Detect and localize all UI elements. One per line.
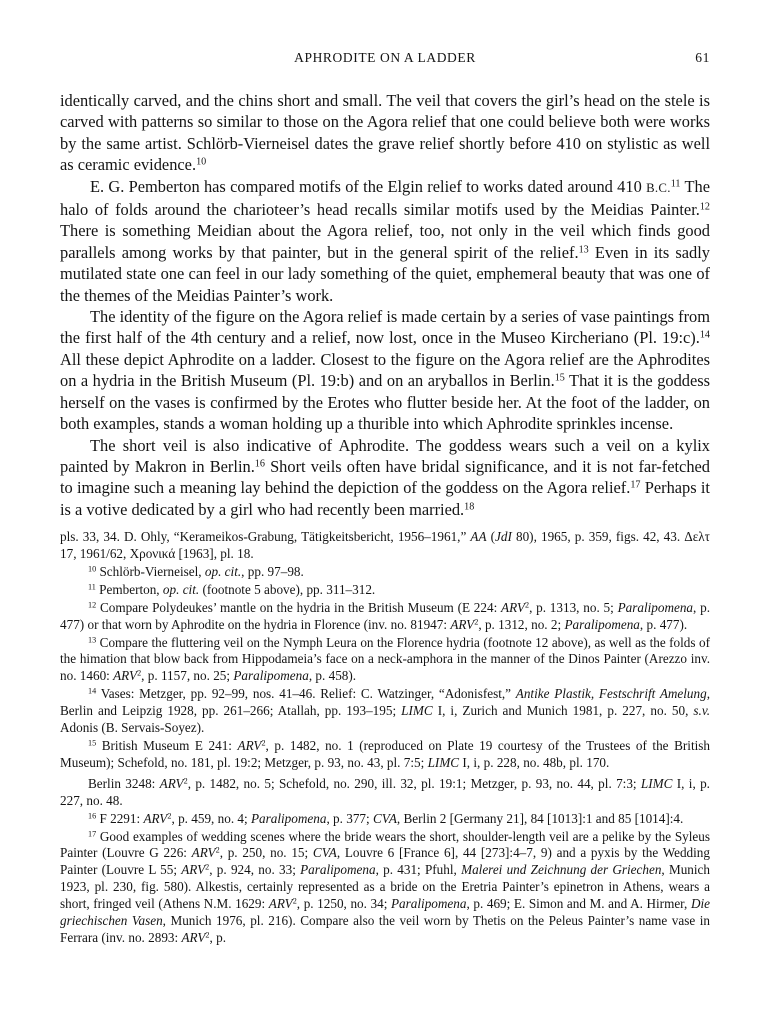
footnote-10: $^{10}$ Schlörb-Vierneisel, op. cit., pp. 97–98.: [88, 563, 304, 579]
footnote-14: $^{14}$ Vases: Metzger, pp. 92–99, nos. 41–46. Relief: C. Watzinger, “Adonisfest,” Antike Plastik, Festschrift Amelung, Berlin and Leipzig 1928, pp. 261–266; Atallah, pp. 193–195; LIMC I, i, Zurich and Munich 1981, p. 227, no. 50, s.v. Adonis (B. Servais-Soyez).: [60, 686, 710, 736]
footnote-15: $^{15}$ British Museum E 241: ARV$^2$, p. 1482, no. 1 (reproduced on Plate 19 courtesy of the Trustees of the British Museum); Schefold, no. 181, pl. 19:2; Metzger, p. 93, no. 43, pl. 7:5; LIMC I, i, p. 228, no. 48b, pl. 170.: [60, 738, 710, 770]
paragraph-3: The identity of the figure on the Agora relief is made certain by a series of vase paintings from the first half of the 4th century and a relief, now lost, once in the Museo Kircheriano (Pl. 19:c).$^{14}$ All these depict Aphrodite on a ladder. Closest to the figure on the Agora relief are the Aphrodites on a hydria in the British Museum (Pl. 19:b) and on an aryballos in Berlin.$^{15}$ That it is the goddess herself on the vases is confirmed by the Erotes who flutter beside her. At the foot of the ladder, on both examples, stands a woman holding up a thurible into which Aphrodite sprinkles incense.: [60, 307, 711, 434]
footnote-17: $^{17}$ Good examples of wedding scenes where the bride wears the short, shoulder-length veil are a pelike by the Syleus Painter (Louvre G 226: ARV$^2$, p. 250, no. 15; CVA, Louvre 6 [France 6], 44 [273]:4–7, 9) and a pyxis by the Wedding Painter (Louvre L 55; ARV$^2$, p. 924, no. 33; Paralipomena, p. 431; Pfuhl, Malerei und Zeichnung der Griechen, Munich 1923, pl. 230, fig. 580). Alkestis, certainly represented as a bride on the Eretria Painter’s epinetron in Athens, wears a short, fringed veil (Athens N.M. 1629: ARV$^2$, p. 1250, no. 34; Paralipomena, p. 469; E. Simon and M. and A. Hirmer, Die griechischen Vasen, Munich 1976, pl. 216). Compare also the veil worn by Thetis on the Peleus Painter’s name vase in Ferrara (inv. no. 2893: ARV$^2$, p.: [60, 828, 710, 945]
footnote-ref[interactable]: 15: [554, 372, 565, 384]
footnote-ref[interactable]: 14: [699, 329, 710, 341]
running-head: [60, 50, 710, 70]
footnote-16: $^{16}$ F 2291: ARV$^2$, p. 459, no. 4; Paralipomena, p. 377; CVA, Berlin 2 [Germany 21], 84 [1013]:1 and 85 [1014]:4.: [88, 810, 684, 826]
footnote-9-continued: pls. 33, 34. D. Ohly, “Kerameikos-Grabung, Tätigkeitsbericht, 1956–1961,” AA (JdI 80), 1965, p. 359, figs. 42, 43. Δελτ 17, 1961/62, Χρονικά [1963], pl. 18.: [60, 529, 710, 562]
footnote-ref[interactable]: 13: [578, 244, 589, 256]
footnote-ref[interactable]: 11: [670, 178, 681, 190]
paragraph-2: E. G. Pemberton has compared motifs of the Elgin relief to works dated around 410 B.C.$^{11}$ The halo of folds around the charioteer’s head recalls similar motifs used by the Meidias Painter.$^{12}$ There is something Meidian about the Agora relief, too, not only in the veil which finds good parallels among works by that painter, but in the general spirit of the relief.$^{13}$ Even in its sadly mutilated state one can feel in our lady something of the quiet, emphemeral beauty that was one of the themes of the Meidias Painter’s work.: [60, 176, 710, 305]
running-title: APHRODITE ON A LADDER: [294, 50, 476, 65]
page-number: 61: [695, 50, 710, 65]
footnote-ref[interactable]: 16: [254, 458, 265, 470]
paragraph-4: The short veil is also indicative of Aphrodite. The goddess wears such a veil on a kylix painted by Makron in Berlin.$^{16}$ Short veils often have bridal significance, and it is not far-fetched to imagine such a meaning lay behind the depiction of the goddess on the Agora relief.$^{17}$ Perhaps it is a votive dedicated by a girl who had recently been married.$^{18}$: [60, 435, 710, 519]
footnote-12: $^{12}$ Compare Polydeukes’ mantle on the hydria in the British Museum (E 224: ARV$^2$, p. 1313, no. 5; Paralipomena, p. 477) or that worn by Aphrodite on the hydria in Florence (inv. no. 81947: ARV$^2$, p. 1312, no. 2; Paralipomena, p. 477).: [60, 599, 710, 632]
footnote-ref[interactable]: 10: [196, 156, 207, 168]
footnote-15-continued: Berlin 3248: ARV$^2$, p. 1482, no. 5; Schefold, no. 290, ill. 32, pl. 19:1; Metzger, p. 93, no. 44, pl. 7:3; LIMC I, i, p. 227, no. 48.: [60, 775, 710, 808]
footnote-ref[interactable]: 12: [699, 201, 710, 213]
footnote-11: $^{11}$ Pemberton, op. cit. (footnote 5 above), pp. 311–312.: [88, 581, 376, 597]
paragraph-1: identically carved, and the chins short and small. The veil that covers the girl’s head on the stele is carved with patterns so similar to those on the Agora relief that one could believe both were works by the same artist. Schlörb-Vierneisel dates the grave relief shortly before 410 on stylistic as well as ceramic evidence.$^{10}$: [60, 91, 710, 175]
footnotes: [60, 529, 710, 947]
footnote-ref[interactable]: 18: [464, 501, 475, 513]
body-text: [60, 90, 710, 520]
page: [60, 50, 710, 948]
footnote-ref[interactable]: 17: [630, 479, 641, 491]
footnote-13: $^{13}$ Compare the fluttering veil on the Nymph Leura on the Florence hydria (footnote 12 above), as well as the folds of the himation that blow back from Hippodameia’s face on a neck-amphora in the manner of the Dinos Painter (Arezzo inv. no. 1460: ARV$^2$, p. 1157, no. 25; Paralipomena, p. 458).: [60, 634, 710, 684]
